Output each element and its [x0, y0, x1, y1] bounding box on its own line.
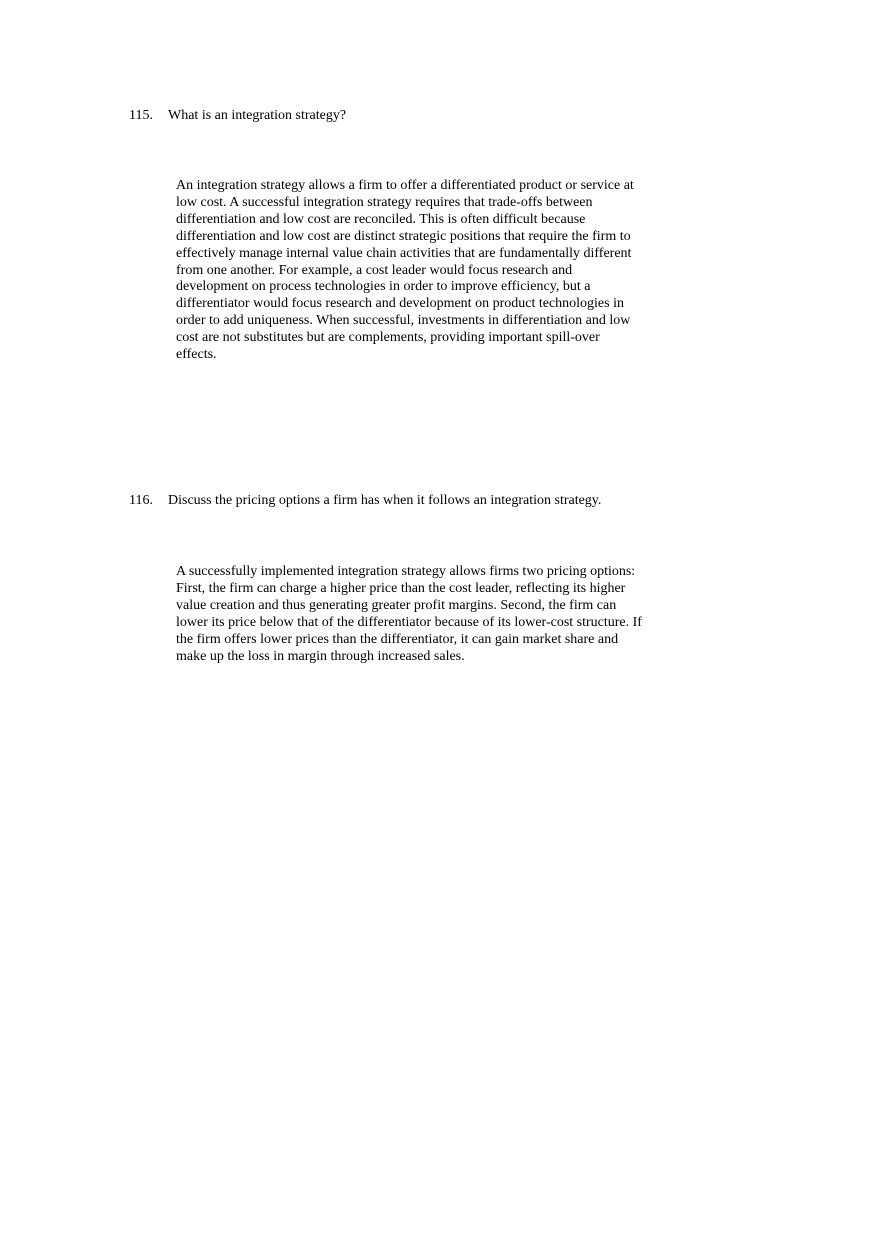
- question-number: 115.: [129, 108, 153, 123]
- answer-line: differentiator would focus research and development on product technologies in: [176, 296, 624, 312]
- answer-line: lower its price below that of the differentiator because of its lower-cost structure. If: [176, 614, 642, 630]
- answer-line: differentiation and low cost are reconciled. This is often difficult because: [176, 211, 586, 227]
- answer-115: [176, 178, 662, 364]
- answer-line: An integration strategy allows a firm to offer a differentiated product or service at: [176, 178, 634, 193]
- answer-line: development on process technologies in order to improve efficiency, but a: [176, 279, 591, 295]
- question-115: [129, 107, 346, 124]
- question-116: [129, 492, 601, 509]
- answer-line: A successfully implemented integration strategy allows firms two pricing options:: [176, 564, 636, 579]
- answer-line: from one another. For example, a cost leader would focus research and: [176, 262, 573, 278]
- answer-116: [176, 564, 662, 665]
- question-text: Discuss the pricing options a firm has when it follows an integration strategy.: [168, 493, 602, 508]
- answer-line: make up the loss in margin through increased sales.: [176, 648, 465, 664]
- answer-line: low cost. A successful integration strategy requires that trade-offs between: [176, 194, 593, 210]
- answer-line: First, the firm can charge a higher price than the cost leader, reflecting its higher: [176, 580, 626, 596]
- answer-line: value creation and thus generating greater profit margins. Second, the firm can: [176, 597, 617, 613]
- question-number: 116.: [129, 493, 153, 508]
- answer-line: effects.: [176, 347, 217, 363]
- answer-line: the firm offers lower prices than the differentiator, it can gain market share and: [176, 631, 619, 647]
- answer-line: effectively manage internal value chain activities that are fundamentally different: [176, 245, 632, 261]
- answer-line: differentiation and low cost are distinct strategic positions that require the firm to: [176, 228, 631, 244]
- answer-line: order to add uniqueness. When successful, investments in differentiation and low: [176, 313, 631, 329]
- answer-line: cost are not substitutes but are complements, providing important spill-over: [176, 330, 600, 346]
- question-text: What is an integration strategy?: [168, 108, 347, 123]
